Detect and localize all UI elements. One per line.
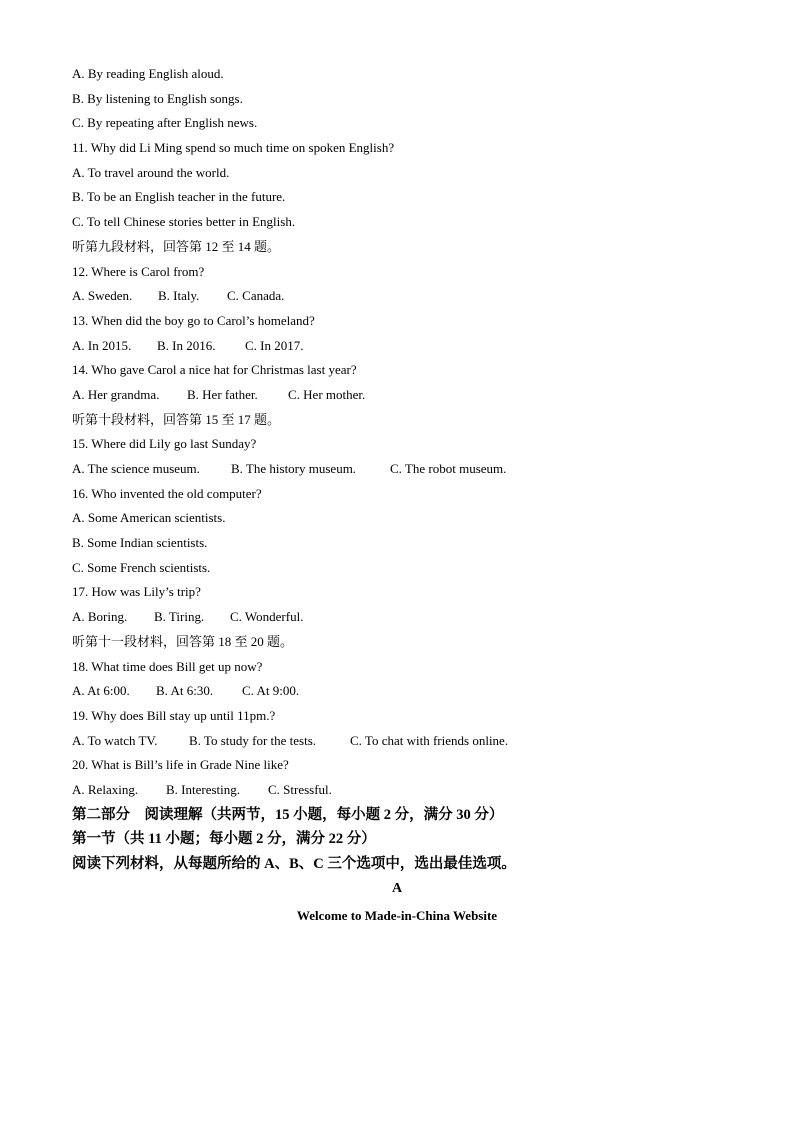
- q17-option-a: A. Boring.: [72, 609, 128, 625]
- q10-option-b: B. By listening to English songs.: [72, 90, 243, 106]
- section-11-instruction: 听第十一段材料，回答第 18 至 20 题。: [72, 633, 294, 649]
- q12-question: 12. Where is Carol from?: [72, 263, 205, 279]
- q18-option-b: B. At 6:30.: [156, 683, 214, 699]
- q20-option-b: B. Interesting.: [166, 781, 241, 797]
- q15-option-a: A. The science museum.: [72, 461, 200, 476]
- q20-question: 20. What is Bill’s life in Grade Nine like?: [72, 757, 289, 773]
- q20-options: [72, 778, 722, 803]
- passage-title: Welcome to Made-in-China Website: [296, 908, 498, 924]
- q17-question: 17. How was Lily’s trip?: [72, 584, 201, 600]
- q13-option-c: C. In 2017.: [245, 337, 304, 353]
- q10-option-c: C. By repeating after English news.: [72, 115, 258, 131]
- q10-option-a: A. By reading English aloud.: [72, 66, 224, 81]
- q17-option-c: C. Wonderful.: [230, 609, 304, 625]
- q17-options: [72, 605, 722, 630]
- q16-option-a: A. Some American scientists.: [72, 510, 226, 526]
- q13-option-b: B. In 2016.: [157, 337, 216, 353]
- q15-question: 15. Where did Lily go last Sunday?: [72, 436, 257, 452]
- q20-option-a: A. Relaxing.: [72, 781, 139, 797]
- q12-option-b: B. Italy.: [158, 288, 200, 304]
- section-9-instruction: 听第九段材料，回答第 12 至 14 题。: [72, 238, 281, 254]
- q19-option-b: B. To study for the tests.: [189, 732, 317, 748]
- q16-option-c: C. Some French scientists.: [72, 559, 211, 575]
- q11-option-a: A. To travel around the world.: [72, 164, 230, 180]
- q19-option-a: A. To watch TV.: [72, 732, 158, 748]
- q18-options: [72, 679, 722, 704]
- section-10-instruction: 听第十段材料，回答第 15 至 17 题。: [72, 411, 281, 427]
- q14-question: 14. Who gave Carol a nice hat for Christmas last year?: [72, 362, 357, 378]
- q16-question: 16. Who invented the old computer?: [72, 485, 262, 501]
- section-1-heading: 第一节（共 11 小题；每小题 2 分，满分 22 分）: [72, 831, 376, 848]
- exam-page: [72, 62, 722, 931]
- q12-option-c: C. Canada.: [227, 288, 285, 304]
- q19-question: 19. Why does Bill stay up until 11pm.?: [72, 707, 276, 723]
- q14-option-c: C. Her mother.: [288, 386, 366, 402]
- q13-options: [72, 334, 722, 359]
- passage-letter: A: [391, 880, 403, 896]
- q19-option-c: C. To chat with friends online.: [350, 732, 509, 748]
- q18-question: 18. What time does Bill get up now?: [72, 658, 263, 674]
- q14-option-b: B. Her father.: [187, 386, 258, 402]
- reading-instruction: 阅读下列材料，从每题所给的 A、B、C 三个选项中，选出最佳选项。: [72, 856, 516, 872]
- q18-option-a: A. At 6:00.: [72, 683, 130, 699]
- q11-question: 11. Why did Li Ming spend so much time on spoken English?: [72, 140, 395, 156]
- q15-option-c: C. The robot museum.: [390, 461, 507, 476]
- q17-option-b: B. Tiring.: [154, 609, 205, 625]
- q13-option-a: A. In 2015.: [72, 337, 132, 353]
- q16-option-b: B. Some Indian scientists.: [72, 535, 208, 551]
- q18-option-c: C. At 9:00.: [242, 683, 300, 699]
- q11-option-c: C. To tell Chinese stories better in English.: [72, 214, 296, 230]
- q11-option-b: B. To be an English teacher in the future.: [72, 189, 286, 205]
- q14-option-a: A. Her grandma.: [72, 386, 160, 402]
- q13-question: 13. When did the boy go to Carol’s homeland?: [72, 312, 315, 328]
- q14-options: [72, 383, 722, 408]
- part-2-heading: 第二部分 阅读理解（共两节，15 小题，每小题 2 分，满分 30 分）: [72, 806, 504, 823]
- q15-options: [72, 457, 722, 482]
- q19-options: [72, 729, 722, 754]
- q15-option-b: B. The history museum.: [231, 461, 357, 476]
- q12-options: [72, 284, 722, 309]
- q12-option-a: A. Sweden.: [72, 288, 133, 304]
- q20-option-c: C. Stressful.: [268, 781, 332, 797]
